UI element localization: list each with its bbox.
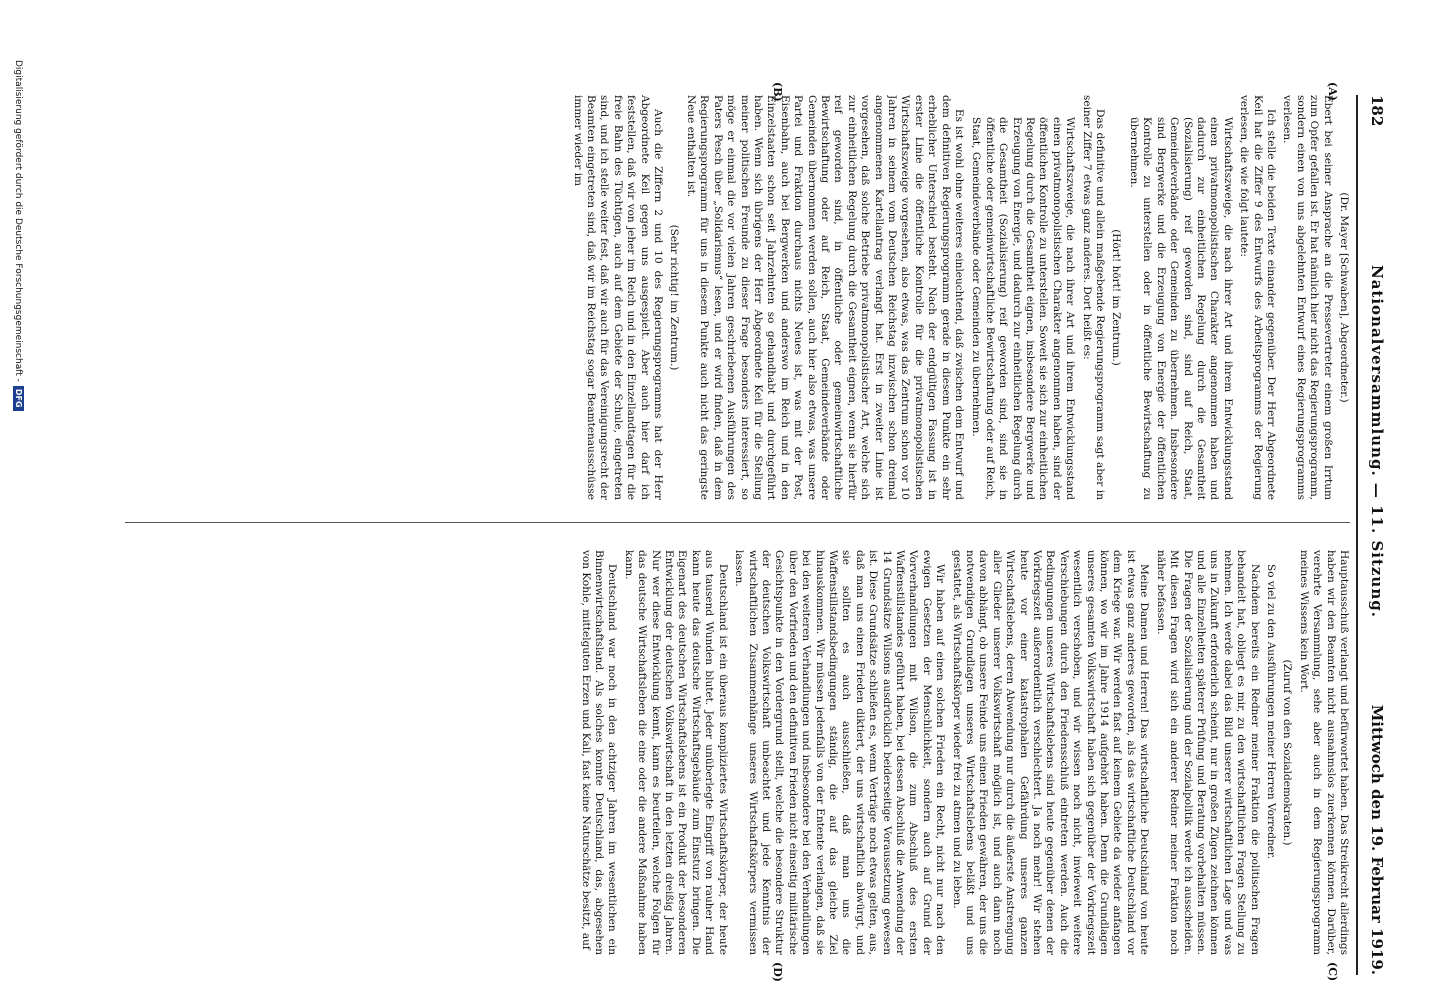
paragraph: Wir haben auf einen solchen Frieden ein Recht, nicht nur nach den ewigen Gesetzen der Menschlichkeit, sondern auch auf Grund der Vorverhandlungen mit Wilson, die zum Abschluß des ersten Waffenstillstandes geführt haben, bei dessen Abschluß die Anwendung der 14 Grundsätze Wilsons ausdrücklich beiderseitige Voraussetzung gewesen ist. Diese Grundsätze schließen es, wenn Verträge noch etwas gelten, aus, daß man uns einen Frieden diktiert, der uns wirtschaftlich abwürgt, und sie sollten es auch ausschließen, daß man uns die Waffenstillstandsbedingungen ständig, die auf das gleiche Ziel hinauskommen. Wir müssen jedenfalls von der Entente verlangen, daß sie bei den weiteren Verhandlungen und insbesondere bei den Verhandlungen über den Vorfrieden und den definitiven Frieden nicht einseitig militärische Gesichtspunkte in den Vordergrund stellt, welche die besondere Struktur der deutschen Volkswirtschaft unbeachtet und jede Kenntnis der wirtschaftlichen Zusammenhänge unseres Wirtschaftskörpers vermissen lassen. <box>733 550 947 955</box>
paragraph: So viel zu den Ausführungen meiner Herren Vorredner. <box>1264 564 1277 860</box>
left-column <box>125 95 1350 500</box>
right-column <box>125 550 1350 955</box>
session-title: Nationalversammlung. — 11. Sitzung. <box>1368 265 1386 618</box>
page-number: 182 <box>1368 95 1386 127</box>
dfg-logo: DFG <box>13 386 24 411</box>
header-rule <box>1356 95 1358 975</box>
margin-marker-c: (C) <box>1326 962 1339 982</box>
margin-marker-a: (A) <box>1326 82 1339 101</box>
quote-draft-program: Wirtschaftszweige, die nach ihrer Art und ihrem Entwicklungsstand einen privatmonopolistischen Charakter angenommen haben und dadurch zur einheitlichen Regelung durch die Gesamtheit (Sozialisierung) reif geworden sind, sind auf Reich, Staat, Gemeindeverbände oder Gemeinden zu übernehmen. Insbesondere sind Bergwerke und die Erzeugung von Energie der öffentlichen Kontrolle zu unterstellen oder in öffentliche Bewirtschaftung zu übernehmen. <box>1127 117 1234 500</box>
paragraph: Deutschland war noch in den achtziger Jahren im wesentlichen ein Binnenwirtschaftsland. Als solches konnte Deutschland, das, abgesehen von Kohle, mittelguten Erzen und Kali, fast keine Naturschätze besitzt, auf <box>579 550 619 955</box>
page-header <box>1356 95 1386 975</box>
paragraph: Nachdem bereits ein Redner meiner Fraktion die politischen Fragen behandelt hat, obliegt es mir, zu den wirtschaftlichen Fragen Stellung zu nehmen. Ich werde dabei das Bild unserer wirtschaftlichen Lage und was uns in Zukunft erforderlich scheint, nur in großen Zügen zeichnen können und alle Einzelheiten späterer Prüfung und Beratung vorbehalten müssen. Die Fragen der Sozialisierung und der Sozialpolitik werde ich ausscheiden. Mit diesen Fragen wird sich ein anderer Redner meiner Fraktion noch näher befassen. <box>1154 550 1261 955</box>
footer-text: Digitalisierung gefördert durch die Deutsche Forschungsgemeinschaft - <box>13 60 24 382</box>
interjection: (Sehr richtig! im Zentrum.) <box>668 224 681 371</box>
paragraph: Ich stelle die beiden Texte einander gegenüber. Der Herr Abgeordnete Keil hat die Ziffer 9 des Entwurfs des Arbeitsprogramms der Regierung verlesen, die wie folgt lautete: <box>1238 95 1277 500</box>
session-date: Mittwoch den 19. Februar 1919. <box>1368 704 1386 975</box>
interjection: (Zuruf von den Sozialdemokraten.) <box>1281 659 1294 846</box>
paragraph: Meine Damen und Herren! Das wirtschaftliche Deutschland von heute ist etwas ganz anderes geworden, als das wirtschaftliche Deutschland vor dem Kriege war. Wir werden fast auf keinem Gebiete da wieder anfangen können, wo wir im Jahre 1914 aufgehört haben. Denn die Grundlagen unseres gesamten Volkswirtschaft haben sich gegenüber der Vorkriegszeit wesentlich verschoben, und wir wissen noch nicht, inwieweit weitere Verschiebungen durch den Friedensschluß eintreten werden. Auch die Bedingungen unseres Wirtschaftslebens sind heute gegenüber denen der Vorkriegszeit außerordentlich verschlechtert. Ja noch mehr! Wir stehen heute vor einer katastrophalen Gefährdung unseres ganzen Wirtschaftslebens, deren Abwendung nur durch die äußerste Anstrengung aller Glieder unserer Volkswirtschaft möglich ist, und auch dann noch davon abhängt, ob unsere Feinde uns einen Frieden gewähren, der uns die notwendigen Grundlagen unseres Wirtschaftslebens beläßt und uns gestattet, als Wirtschaftskörper wieder frei zu atmen und zu leben. <box>950 550 1151 955</box>
paragraph: Auch die Ziffern 2 und 10 des Regierungsprogramms hat der Herr Abgeordnete Keil gegen uns ausgespielt. Aber auch hier darf ich feststellen, daß wir von jeher im Reich und in den Einzellandtagen für die freie Bahn des Tüchtigen, auch auf dem Gebiete der Schule, eingetreten sind, und ich stelle weiter fest, daß wir auch für das Vereinigungsrecht der Beamten eingetreten sind, daß wir im Reichstag sogar Beamtenausschüsse immer wieder im <box>571 95 665 500</box>
paragraph: Das definitive und allein maßgebende Regierungsprogramm sagt aber in seiner Ziffer 7 etwas ganz anderes. Dort heißt es: <box>1080 95 1107 500</box>
column-divider <box>125 522 1350 523</box>
speaker-line: (Dr. Mayer [Schwaben], Abgeordneter.) <box>1338 192 1350 403</box>
margin-marker-d: (D) <box>771 962 784 982</box>
quote-final-program: Wirtschaftszweige, die nach ihrer Art und ihrem Entwicklungsstand einen privatmonopolistischen Charakter angenommen haben, sind der öffentlichen Kontrolle zu unterstellen. Soweit sie sich zur einheitlichen Regelung durch die Gesamtheit eignen, insbesondere Bergwerke und Erzeugung von Energie, und dadurch zur einheitlichen Regelung durch die Gesamtheit (Sozialisierung) reif geworden sind, sind sie in öffentliche oder gemeinwirtschaftliche Bewirtschaftung oder auf Reich, Staat, Gemeindeverbände oder Gemeinden zu übernehmen. <box>970 117 1077 500</box>
paragraph: Hauptausschuß verlangt und befürwortet haben. Das Streikrecht allerdings haben wir den Beamten nicht ausnahmslos zuerkennen können. Darüber, verehrte Versammlung, sehe aber auch in dem Regierungsprogramm meines Wissens kein Wort. <box>1297 550 1350 955</box>
paragraph: Es ist wohl ohne weiteres einleuchtend, daß zwischen dem Entwurf und dem definitiven Regierungsprogramm gerade in diesem Punkte ein sehr erheblicher Unterschied besteht. Nach der endgültigen Fassung ist in erster Linie die öffentliche Kontrolle für die privatmonopolistischen Wirtschaftszweige vorgesehen, also etwas, was das Zentrum schon vor 10 Jahren in seinem vom Deutschen Reichstag inzwischen schon dreimal angenommenen Kartellantrag verlangt hat. Erst in zweiter Linie ist vorgesehen, daß solche Betriebe privatmonopolistischer Art, welche sich zur einheitlichen Regelung durch die Gesamtheit eignen, wenn sie hierfür reif geworden sind, in öffentliche oder gemeinwirtschaftliche Bewirtschaftung oder auf Reich, Staat, Gemeindeverbände oder Gemeinden übernommen werden sollen, auch hier also etwas, was unsere Partei und Fraktion durchaus nichts Neues ist, was mit der Post, Eisenbahn, auch bei Bergwerken und anderswo im Reich und in den Einzelstaaten schon seit Jahrzehnten so gehandhabt und durchgeführt haben. Wenn sich übrigens der Herr Abgeordnete Keil für die Stellung meiner politischen Freunde zu dieser Frage besonders interessiert, so möge er einmal die vor vielen Jahren geschriebenen Ausführungen des Paters Pesch über „Solidarismus“ lesen, und er wird finden, daß in dem Regierungsprogramm für uns in diesem Punkte auch nicht das geringste Neue enthalten ist. <box>684 95 966 500</box>
paragraph: Deutschland ist ein überaus kompliziertes Wirtschaftskörper, der heute aus tausend Wunden blutet. Jeder unüberlegte Eingriff von rauher Hand kann heute das deutsche Wirtschaftsgebäude zum Einsturz bringen. Die Eigenart des deutschen Wirtschaftslebens ist ein Produkt der besonderen Entwicklung der deutschen Volkswirtschaft in den letzten dreißig Jahren. Nur wer diese Entwicklung kennt, kann es beurteilen, welche Folgen für das deutsche Wirtschaftsleben die eine oder die andere Maßnahme haben kann. <box>622 550 729 955</box>
interjection: (Hört! hört! im Zentrum.) <box>1110 229 1123 366</box>
digitization-footer <box>13 60 24 411</box>
margin-marker-b: (B) <box>771 82 784 102</box>
paragraph: Ebert bei seiner Ansprache an die Pressevertreter einem großen Irrtum zum Opfer gefallen ist. Er hat nämlich hier nicht das Regierungsprogramm, sondern einen von uns abgelehnten Entwurf eines Regierungsprogramms verlesen. <box>1281 95 1334 500</box>
